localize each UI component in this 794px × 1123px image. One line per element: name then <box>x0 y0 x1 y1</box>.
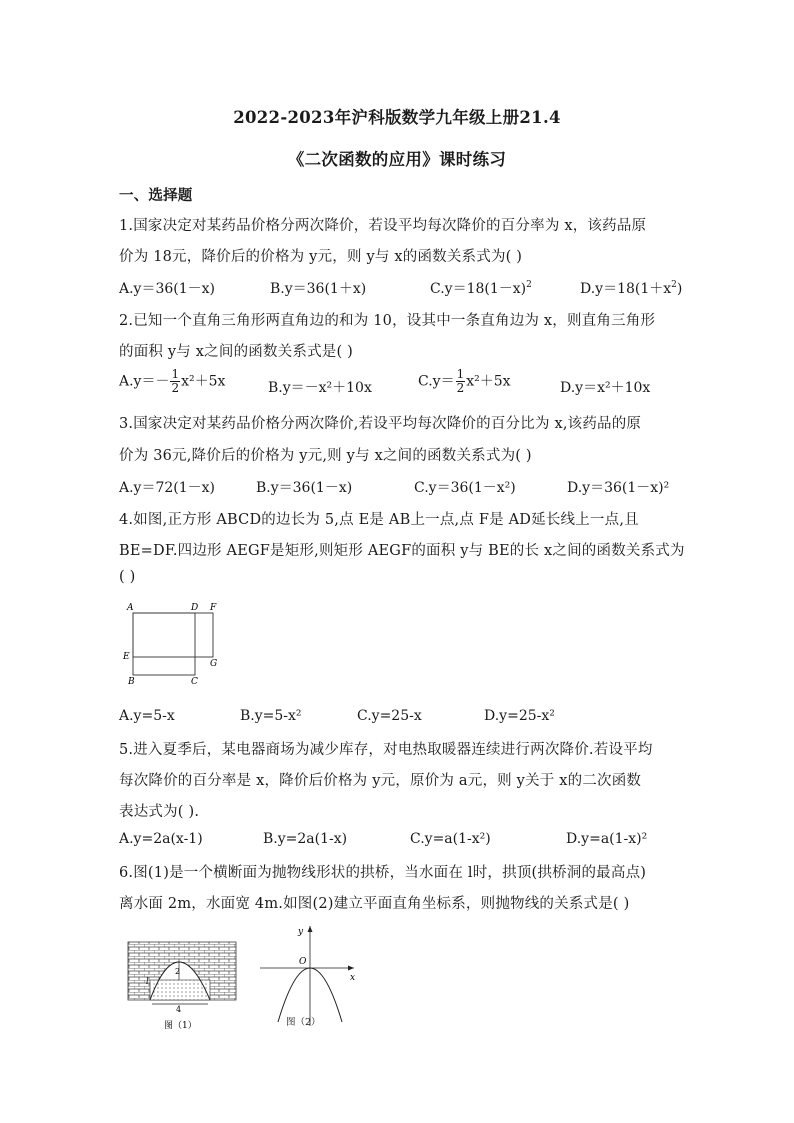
q5-stem-line3: 表达式为( ). <box>119 804 200 820</box>
q2-stem-line2: 的面积 y与 x之间的函数关系式是( ) <box>119 344 354 360</box>
q3-option-a: A.y＝72(1－x) <box>119 480 216 496</box>
q4-option-c: C.y=25-x <box>357 708 422 724</box>
label-f: F <box>210 603 217 613</box>
q6-stem-line1: 6.图(1)是一个横断面为抛物线形状的拱桥，当水面在 l时，拱顶(拱桥洞的最高点) <box>119 865 647 881</box>
q4-option-d: D.y=25-x² <box>484 708 555 724</box>
q3-stem-line1: 3.国家决定对某药品价格分两次降价,若设平均每次降价的百分比为 x,该药品的原 <box>119 416 642 432</box>
q2-option-c: C.y＝ $\frac{1}{2}$ x²＋5x <box>418 367 511 395</box>
square-abcd <box>133 613 195 675</box>
q6-arch-bridge-figure <box>124 938 240 1034</box>
q3-stem-line2: 价为 36元,降价后的价格为 y元,则 y与 x之间的函数关系式为( ) <box>119 448 532 464</box>
section-heading: 一、选择题 <box>119 187 193 204</box>
label-b: B <box>128 677 135 687</box>
origin-label: O <box>299 957 307 967</box>
water-area <box>150 980 210 1000</box>
q1-stem-line1: 1.国家决定对某药品价格分两次降价，若设平均每次降价的百分率为 x，该药品原 <box>119 218 647 234</box>
q1-option-d: $D.y=18(1+x^2)$ <box>580 280 683 297</box>
q3-option-c: C.y＝36(1－x²) <box>414 480 516 496</box>
q5-option-c: C.y=a(1-x²) <box>410 831 491 847</box>
q2-option-a: A.y＝－ $\frac{1}{2}$ x²＋5x <box>119 367 226 395</box>
q1-option-b: B.y＝36(1＋x) <box>270 281 367 297</box>
q2-option-d: D.y＝x²＋10x <box>560 380 651 396</box>
q4-stem-line3: ( ) <box>119 569 136 585</box>
label-e: E <box>123 652 130 662</box>
worksheet-title-line1: 2022-2023年沪科版数学九年级上册21.4 <box>233 108 561 127</box>
q2-stem-line1: 2.已知一个直角三角形两直角边的和为 10，设其中一条直角边为 x，则直角三角形 <box>119 313 656 329</box>
x-axis-arrow-icon <box>348 966 354 971</box>
q5-option-b: B.y=2a(1-x) <box>263 831 348 847</box>
width-label: 4 <box>176 1005 182 1014</box>
label-g: G <box>210 659 218 669</box>
fig2-caption: 图（2） <box>286 1017 321 1028</box>
q5-option-d: D.y=a(1-x)² <box>566 831 648 847</box>
q1-stem-line2: 价为 18元，降价后的价格为 y元，则 y与 x的函数关系式为( ) <box>119 249 523 265</box>
q1-option-a: A.y＝36(1－x) <box>119 281 216 297</box>
q6-stem-line2: 离水面 2m，水面宽 4m.如图(2)建立平面直角坐标系，则抛物线的关系式是( ) <box>119 896 630 912</box>
water-line-label: l <box>146 977 149 986</box>
q4-option-a: A.y=5-x <box>119 708 175 724</box>
rectangle-aegf <box>133 613 213 657</box>
q3-option-d: D.y＝36(1－x)² <box>567 480 670 496</box>
y-axis-arrow-icon <box>308 926 313 932</box>
worksheet-title-line2: 《二次函数的应用》课时练习 <box>287 150 507 169</box>
q1-option-c: $C.y=18(1-x)^2$ <box>430 280 532 297</box>
q4-square-figure <box>118 598 228 690</box>
fig1-caption: 图（1） <box>164 1021 197 1031</box>
q5-option-a: A.y=2a(x-1) <box>119 831 203 847</box>
q5-stem-line1: 5.进入夏季后，某电器商场为减少库存，对电热取暖器连续进行两次降价.若设平均 <box>119 742 653 758</box>
q2-option-b: B.y＝－x²＋10x <box>268 380 372 396</box>
q3-option-b: B.y＝36(1－x) <box>256 480 353 496</box>
q5-stem-line2: 每次降价的百分率是 x，降价后价格为 y元，原价为 a元，则 y关于 x的二次函数 <box>119 773 642 789</box>
q4-stem-line2: BE=DF.四边形 AEGF是矩形,则矩形 AEGF的面积 y与 BE的长 x之间的函数关系式为 <box>119 543 685 559</box>
x-axis-label: x <box>350 973 356 983</box>
y-axis-label: y <box>298 927 304 937</box>
label-c: C <box>191 677 198 687</box>
q4-option-b: B.y=5-x² <box>240 708 302 724</box>
label-a: A <box>127 603 134 613</box>
label-d: D <box>191 603 199 613</box>
height-label: 2 <box>175 967 181 976</box>
q4-stem-line1: 4.如图,正方形 ABCD的边长为 5,点 E是 AB上一点,点 F是 AD延长线上一点,且 <box>119 512 639 528</box>
